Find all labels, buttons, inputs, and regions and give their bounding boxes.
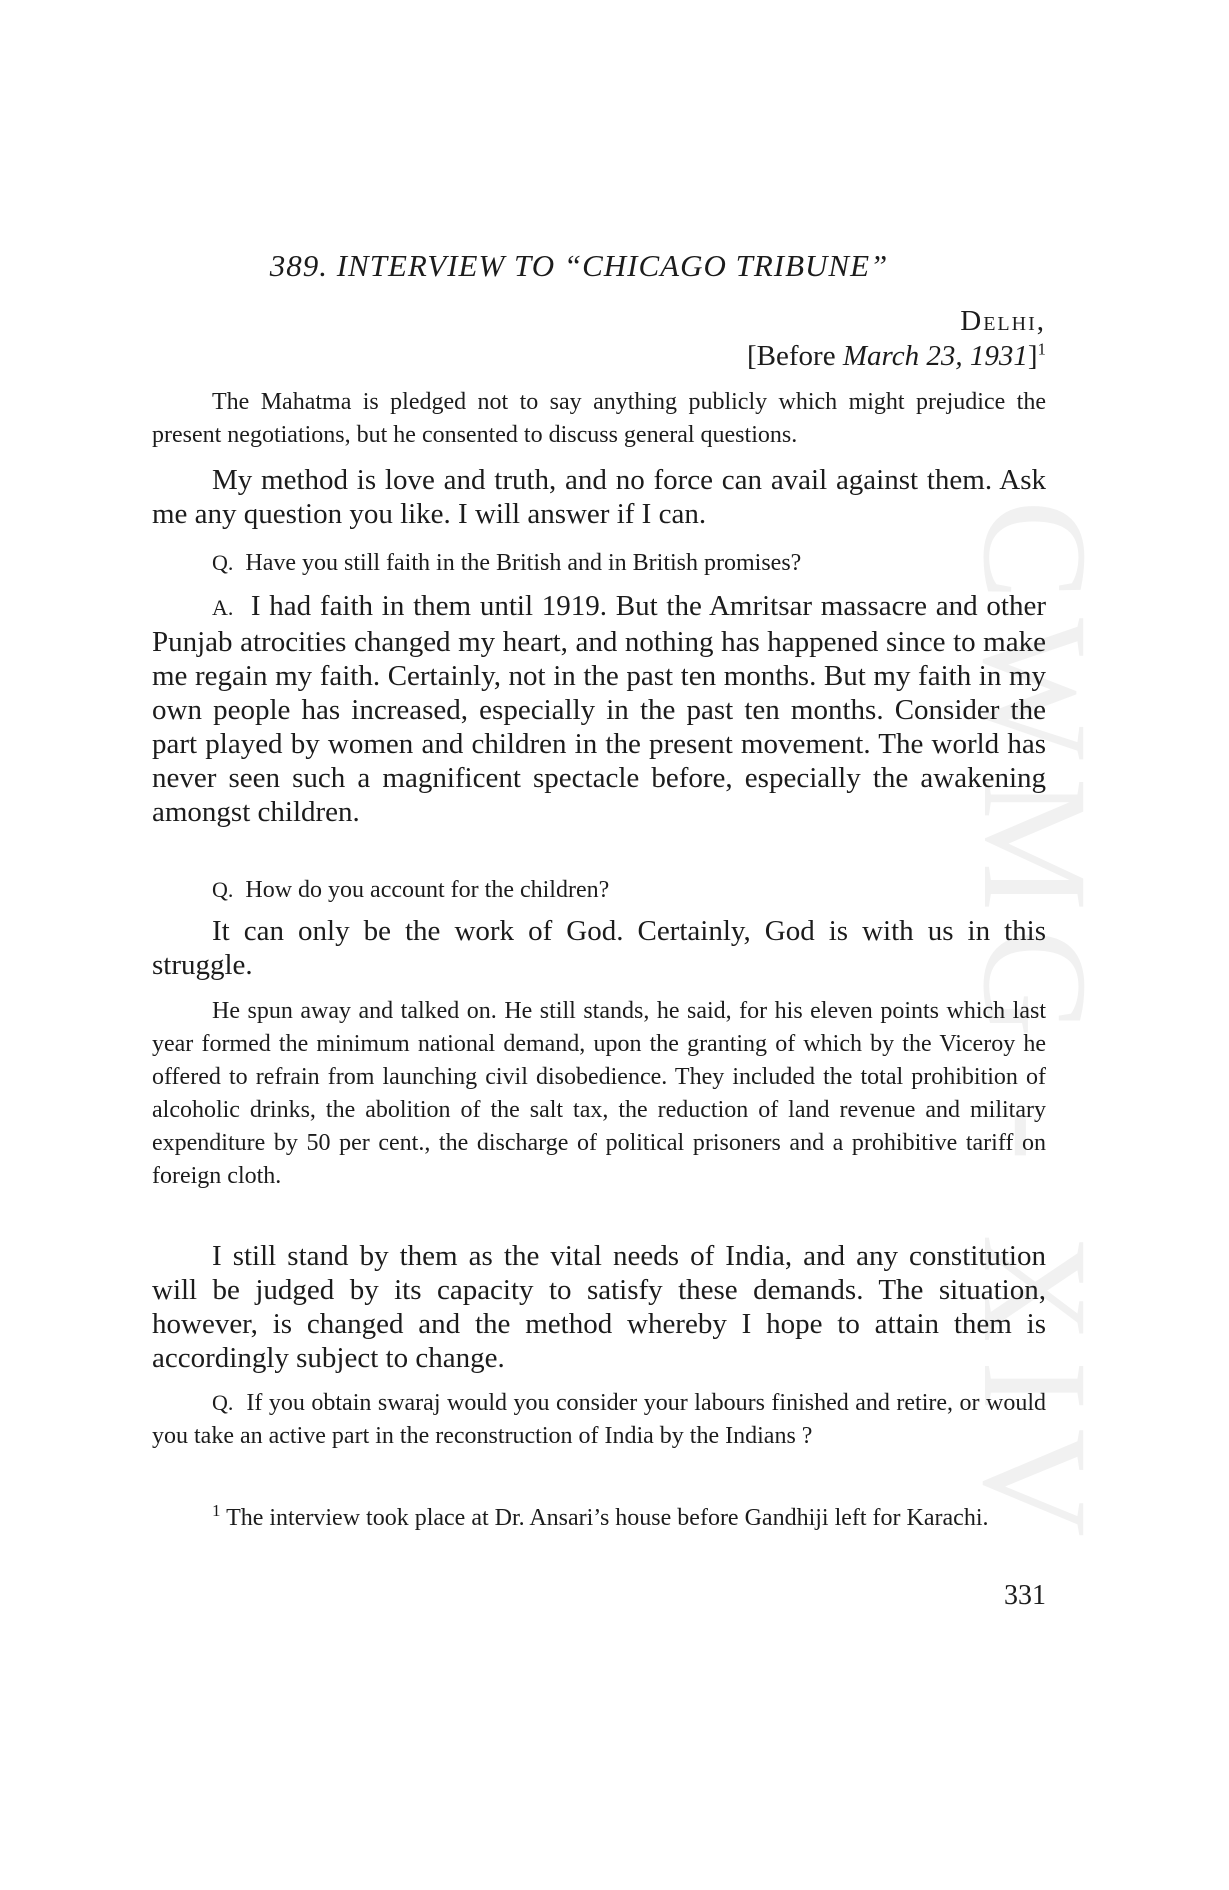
narration-block <box>152 995 1046 1193</box>
question-label: Q. <box>212 877 234 902</box>
question-1 <box>152 546 1046 580</box>
question-3-text: If you obtain swaraj would you consider your labours finished and retire, or would you take an active part in the reconstruction of India by the Indians ? <box>152 1390 1046 1449</box>
date-prefix: [Before <box>747 340 843 372</box>
footnote-marker: 1 <box>212 1501 221 1520</box>
question-1-block <box>152 546 1046 580</box>
date-italic: March 23, 1931 <box>842 340 1028 372</box>
question-2-block <box>152 873 1046 907</box>
date-suffix: ] <box>1027 340 1038 372</box>
question-1-text: Have you still faith in the British and in British promises? <box>245 550 802 576</box>
intro-paragraph: The Mahatma is pledged not to say anything publicly which might prejudice the present negotiations, but he consented to discuss general questions. <box>152 389 1046 448</box>
dateline-date <box>747 340 1046 373</box>
answer-paragraph-2: It can only be the work of God. Certainly, God is with us in this struggle. <box>152 915 1046 981</box>
page-content <box>152 0 1046 1890</box>
question-3-block <box>152 1386 1046 1453</box>
para1-block <box>152 463 1046 531</box>
answer-1 <box>152 589 1046 829</box>
watermark-text: CWMG - XIV <box>952 500 1118 1555</box>
question-2-text: How do you account for the children? <box>245 877 610 903</box>
question-3 <box>152 1386 1046 1453</box>
narration-paragraph: He spun away and talked on. He still stands, he said, for his eleven points which last year formed the minimum national demand, upon the granting of which by the Viceroy he offered to refrain from launching civil disobedience. They included the total prohibition of alcoholic drinks, the abolition of the salt tax, the reduction of land revenue and military expenditure by 50 per cent., the discharge of political prisoners and a prohibitive tariff on foreign cloth. <box>152 998 1046 1189</box>
answer-label: A. <box>212 595 234 620</box>
answer-1-text: I had faith in them until 1919. But the Amritsar massacre and other Punjab atrocities changed my heart, and nothing has happened since to make me regain my faith. Certainly, not in the past ten months. But my faith in my own people has increased, especially in the past ten months. Consider the part played by women and children in the present movement. The world has never seen such a magnificent spectacle before, especially the awakening amongst children. <box>152 590 1047 828</box>
footnote-ref: 1 <box>1037 339 1046 359</box>
answer-paragraph-1: My method is love and truth, and no force can avail against them. Ask me any question you like. I will answer if I can. <box>152 464 1046 530</box>
page-number: 331 <box>1004 1580 1046 1611</box>
para2-block <box>152 914 1046 982</box>
footnote <box>152 1503 1046 1533</box>
question-label: Q. <box>212 1390 234 1415</box>
answer-paragraph-3: I still stand by them as the vital needs of India, and any constitution will be judged by its capacity to satisfy these demands. The situation, however, is changed and the method whereby I hope to attain them is accordingly subject to change. <box>152 1240 1046 1374</box>
intro-block <box>152 386 1046 452</box>
footnote-text: The interview took place at Dr. Ansari’s house before Gandhiji left for Karachi. <box>226 1505 989 1531</box>
question-2 <box>152 873 1046 907</box>
answer-1-block <box>152 589 1046 829</box>
dateline-place: Delhi, <box>960 305 1046 337</box>
article-title: 389. INTERVIEW TO “CHICAGO TRIBUNE” <box>269 248 889 283</box>
question-label: Q. <box>212 550 234 575</box>
para3-block <box>152 1239 1046 1375</box>
